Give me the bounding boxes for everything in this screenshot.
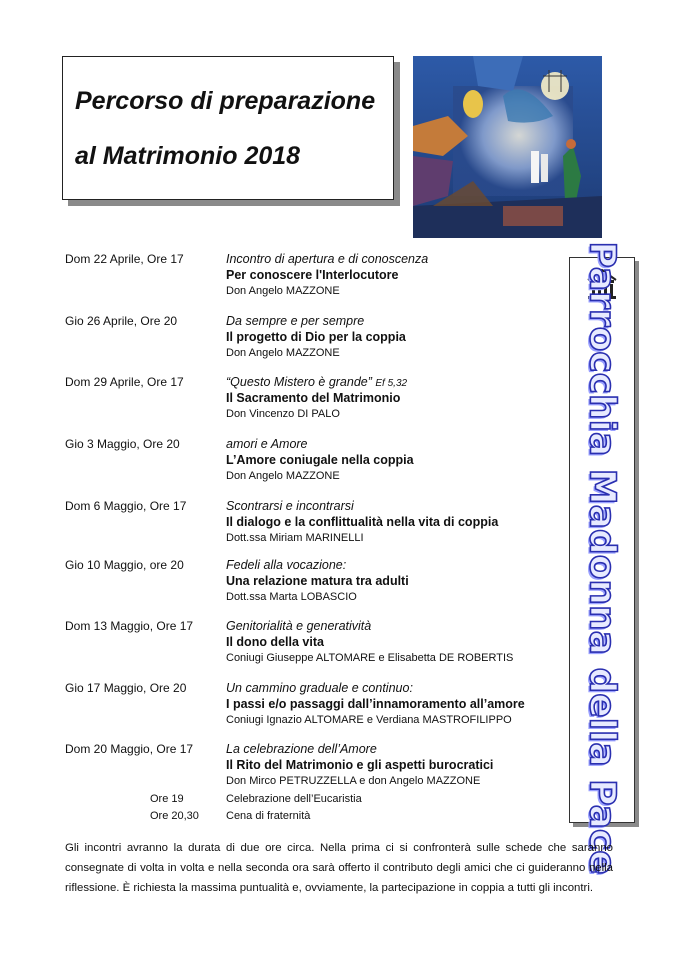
event-title: Il Sacramento del Matrimonio — [226, 391, 401, 405]
event-speaker: Dott.ssa Marta LOBASCIO — [226, 591, 357, 603]
event-title: Il dialogo e la conflittualità nella vita di coppia — [226, 515, 499, 529]
event-subtitle: amori e Amore — [226, 437, 308, 451]
event-subtitle: Da sempre e per sempre — [226, 314, 365, 328]
event-subtitle: Fedeli alla vocazione: — [226, 558, 347, 572]
parish-name: Parrocchia Madonna della Pace — [581, 241, 623, 875]
event-subtitle: Incontro di apertura e di conoscenza — [226, 252, 429, 266]
event-speaker: Don Angelo MAZZONE — [226, 285, 340, 297]
parish-banner — [569, 241, 635, 875]
event-title: Per conoscere l'Interlocutore — [226, 268, 399, 282]
extra-desc: Cena di fraternità — [226, 810, 311, 822]
event-subtitle-wrap — [226, 375, 407, 389]
event-speaker: Dott.ssa Miriam MARINELLI — [226, 532, 364, 544]
event-speaker: Coniugi Ignazio ALTOMARE e Verdiana MASTROFILIPPO — [226, 714, 512, 726]
event-speaker: Don Angelo MAZZONE — [226, 347, 340, 359]
footer-note: Gli incontri avranno la durata di due ore circa. Nella prima ci si confronterà sulle schede che saranno consegnate di volta in volta e nella seconda ora sarà offerto il contributo degli amici che ci guideranno nella riflessione. È richiesta la massima puntualità e, ovviamente, la partecipazione in coppia a tutti gli incontri. — [65, 842, 613, 894]
extra-time: Ore 20,30 — [150, 810, 199, 822]
event-date: Dom 20 Maggio, Ore 17 — [65, 742, 194, 756]
event-subtitle: Scontrarsi e incontrarsi — [226, 499, 354, 513]
event-title: I passi e/o passaggi dall’innamoramento all’amore — [226, 697, 525, 711]
page-title-line-1: Percorso di preparazione — [75, 87, 376, 115]
event-title: Il progetto di Dio per la coppia — [226, 330, 406, 344]
event-title: Il dono della vita — [226, 635, 324, 649]
event-title: Il Rito del Matrimonio e gli aspetti burocratici — [226, 758, 494, 772]
event-date: Gio 26 Aprile, Ore 20 — [65, 314, 178, 328]
event-title: Una relazione matura tra adulti — [226, 574, 409, 588]
event-speaker: Coniugi Giuseppe ALTOMARE e Elisabetta DE ROBERTIS — [226, 652, 514, 664]
event-date: Dom 29 Aprile, Ore 17 — [65, 375, 184, 389]
event-speaker: Don Mirco PETRUZZELLA e don Angelo MAZZONE — [226, 775, 481, 787]
event-date: Dom 22 Aprile, Ore 17 — [65, 252, 184, 266]
event-subtitle-ref: Ef 5,32 — [375, 378, 408, 389]
event-date: Dom 6 Maggio, Ore 17 — [65, 499, 187, 513]
chagall-painting-image — [413, 56, 602, 238]
event-subtitle: Genitorialità e generatività — [226, 619, 372, 633]
event-title: L’Amore coniugale nella coppia — [226, 453, 414, 467]
title-box — [62, 56, 394, 200]
event-speaker: Don Vincenzo DI PALO — [226, 408, 340, 420]
extra-desc: Celebrazione dell’Eucaristia — [226, 793, 362, 805]
extra-time: Ore 19 — [150, 793, 184, 805]
event-date: Dom 13 Maggio, Ore 17 — [65, 619, 194, 633]
event-subtitle: Un cammino graduale e continuo: — [226, 681, 413, 695]
event-subtitle: “Questo Mistero è grande” — [226, 375, 372, 389]
event-date: Gio 17 Maggio, Ore 20 — [65, 681, 187, 695]
page-title-line-2: al Matrimonio 2018 — [75, 142, 301, 170]
event-date: Gio 10 Maggio, ore 20 — [65, 558, 184, 572]
event-date: Gio 3 Maggio, Ore 20 — [65, 437, 180, 451]
event-subtitle: La celebrazione dell’Amore — [226, 742, 377, 756]
event-speaker: Don Angelo MAZZONE — [226, 470, 340, 482]
